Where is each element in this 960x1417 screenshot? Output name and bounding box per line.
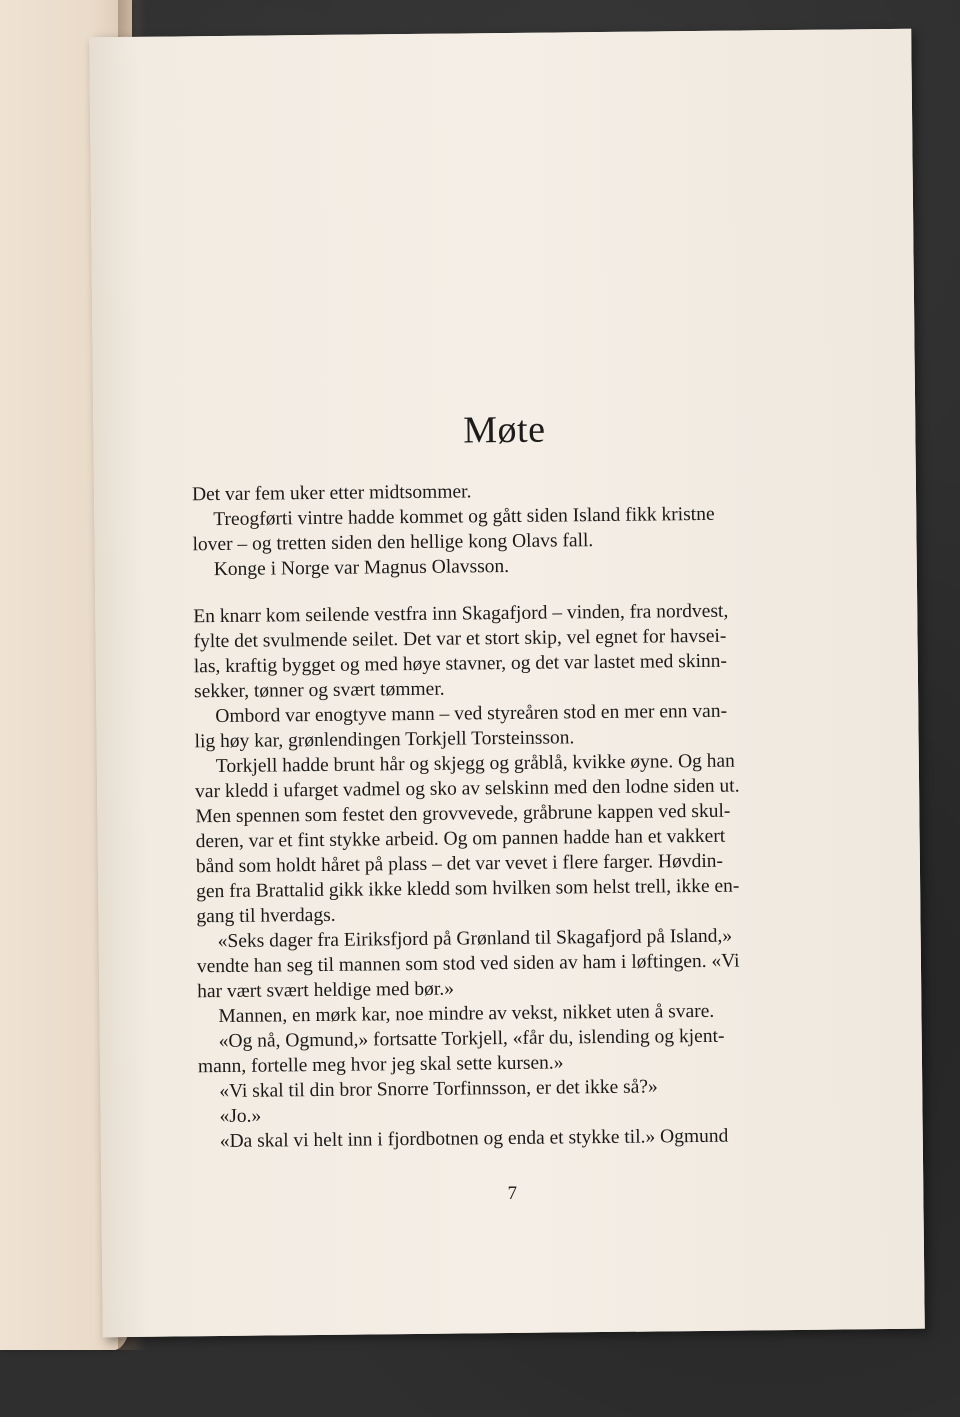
text-line: Konge i Norge var Magnus Olavsson.	[213, 555, 510, 581]
text-line: gen fra Brattalid gikk ikke kledd som hvilken som helst trell, ikke en-	[196, 875, 740, 903]
text-line: fylte det svulmende seilet. Det var et stort skip, vel egnet for havsei-	[193, 625, 727, 653]
body-text	[192, 476, 839, 1155]
right-page	[89, 29, 925, 1338]
text-line: Treogførti vintre hadde kommet og gått siden Island fikk kristne	[213, 503, 715, 531]
text-line: «Seks dager fra Eiriksfjord på Grønland til Skagafjord på Island,»	[217, 925, 733, 953]
text-line: Men spennen som festet den grovvevede, gråbrune kappen ved skul-	[195, 800, 731, 828]
text-line: lig høy kar, grønlendingen Torkjell Torsteinsson.	[194, 727, 575, 753]
text-line: Det var fem uker etter midtsommer.	[191, 481, 472, 506]
text-line: mann, fortelle meg hvor jeg skal sette kursen.»	[197, 1052, 564, 1078]
chapter-title: Møte	[463, 408, 546, 452]
page-number: 7	[507, 1182, 518, 1205]
text-line: las, kraftig bygget og med høye stavner, og det var lastet med skinn-	[193, 650, 728, 678]
text-line: «Jo.»	[219, 1105, 262, 1128]
text-line: Mannen, en mørk kar, noe mindre av vekst, nikket uten å svare.	[218, 1000, 715, 1028]
text-line: «Vi skal til din bror Snorre Torfinnsson, er det ikke så?»	[219, 1076, 658, 1103]
text-line: gang til hverdags.	[196, 904, 336, 928]
text-line: bånd som holdt håret på plass – det var vevet i flere farger. Høvdin-	[195, 850, 724, 878]
text-line: «Og nå, Ogmund,» fortsatte Torkjell, «får du, islending og kjent-	[218, 1025, 725, 1053]
text-line: En knarr kom seilende vestfra inn Skagafjord – vinden, fra nordvest,	[193, 600, 729, 628]
text-line: sekker, tønner og svært tømmer.	[193, 678, 445, 703]
text-line: deren, var et fint stykke arbeid. Og om pannen hadde han et vakkert	[195, 825, 726, 853]
text-line: vendte han seg til mannen som stod ved siden av ham i løftingen. «Vi	[196, 950, 740, 978]
text-line: var kledd i ufarget vadmel og sko av selskinn med den lodne siden ut.	[195, 775, 740, 803]
text-line: har vært svært heldige med bør.»	[197, 978, 455, 1003]
text-line: «Da skal vi helt inn i fjordbotnen og enda et stykke til.» Ogmund	[219, 1125, 729, 1153]
text-line: lover – og tretten siden den hellige kong Olavs fall.	[192, 530, 594, 556]
text-line: Torkjell hadde brunt hår og skjegg og gråblå, kvikke øyne. Og han	[215, 750, 735, 778]
text-line: Ombord var enogtyve mann – ved styreåren stod en mer enn van-	[215, 700, 728, 728]
